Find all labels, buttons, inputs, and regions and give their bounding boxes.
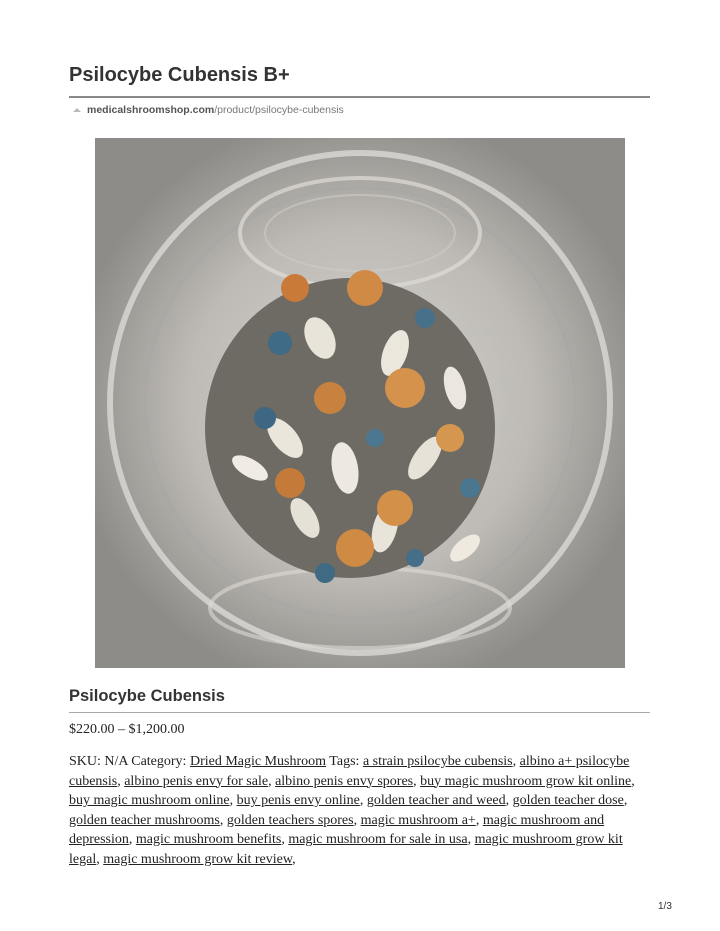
- category-link[interactable]: Dried Magic Mushroom: [189, 754, 327, 769]
- category-label: Category:: [131, 754, 187, 769]
- tag-link[interactable]: albino a+ psilocybe cubensis: [69, 754, 630, 789]
- tag-link[interactable]: golden teacher dose: [512, 793, 624, 809]
- tag-link[interactable]: magic mushroom and depression: [69, 812, 605, 848]
- product-image: [95, 138, 625, 668]
- tag-link[interactable]: magic mushroom grow kit legal: [69, 832, 623, 867]
- page-title: Psilocybe Cubensis B+: [69, 64, 290, 86]
- page-number: 1/3: [658, 901, 672, 912]
- tag-link[interactable]: magic mushroom a+: [360, 812, 476, 828]
- tag-link[interactable]: magic mushroom benefits: [135, 832, 282, 848]
- tag-link[interactable]: buy magic mushroom grow kit online: [420, 773, 632, 789]
- source-path: /product/psilocybe-cubensis: [214, 104, 344, 116]
- tag-link[interactable]: magic mushroom grow kit review: [103, 851, 293, 867]
- tag-link[interactable]: magic mushroom for sale in usa: [288, 832, 468, 848]
- price-range: $220.00 – $1,200.00: [69, 722, 185, 737]
- tag-link[interactable]: albino penis envy spores: [275, 773, 414, 789]
- tag-link[interactable]: golden teacher and weed: [366, 793, 506, 809]
- title-divider: [69, 96, 650, 98]
- source-domain: medicalshroomshop.com: [87, 104, 215, 116]
- mushroom-jar-photo-icon: [95, 138, 625, 668]
- tag-link[interactable]: buy magic mushroom online: [69, 793, 230, 809]
- section-divider: [69, 712, 650, 713]
- favicon-icon: [73, 107, 81, 113]
- source-url[interactable]: [73, 104, 344, 116]
- tag-link[interactable]: albino penis envy for sale: [124, 773, 269, 789]
- tags-label: Tags:: [329, 754, 360, 769]
- tag-link[interactable]: golden teachers spores: [226, 812, 354, 828]
- tag-link[interactable]: golden teacher mushrooms: [69, 812, 220, 828]
- tag-link[interactable]: a strain psilocybe cubensis: [362, 754, 513, 769]
- tag-link[interactable]: buy penis envy online: [236, 793, 360, 809]
- section-title: Psilocybe Cubensis: [69, 687, 225, 705]
- sku-label: SKU: N/A: [69, 754, 128, 769]
- product-meta: SKU: N/A Category: Dried Magic Mushroom Tags: a strain psilocybe cubensis, albino a+ psilocybe cubensis, albino penis envy for sale, albino penis envy spores, buy magic mushroom grow kit online, buy magic mushroom online, buy penis envy online, golden teacher and weed, golden teacher dose, golden teacher mushrooms, golden teachers spores, magic mushroom a+, magic mushroom and depression, magic mushroom benefits, magic mushroom for sale in usa, magic mushroom grow kit legal, magic mushroom grow kit review,: [69, 754, 635, 867]
